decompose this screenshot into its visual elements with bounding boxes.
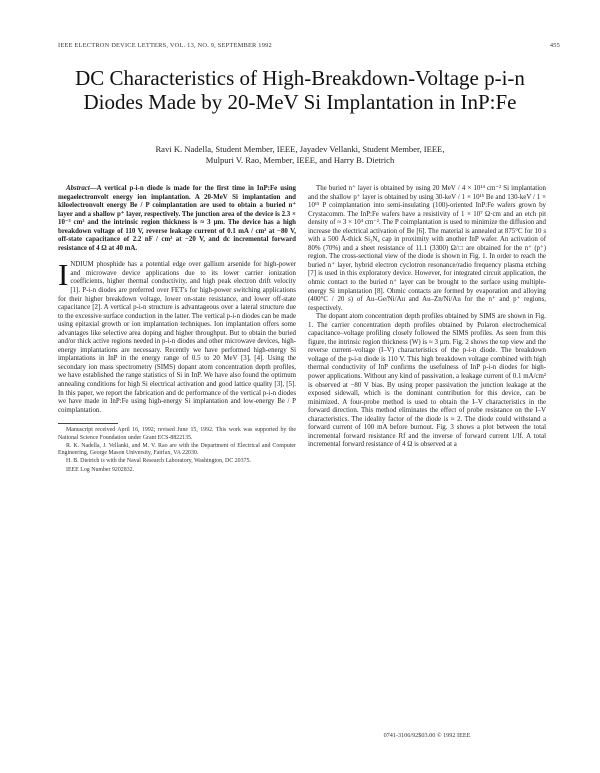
footnote-rule [58,423,118,424]
footnote-affiliation-nrl: H. B. Dietrich is with the Naval Research Laboratory, Washington, DC 20375. [66,458,251,465]
left-column [58,185,296,475]
intro-paragraph [58,257,296,415]
drop-cap: I [58,257,69,293]
results-paragraph: The dopant atom concentration depth profiles obtained by SIMS are shown in Fig. 1. The carrier concentration depth profiles obtained by Polaron electrochemical capacitance–voltage profiling closely followed the SIMS profiles. As seen from this figure, the intrinsic region thickness (W) is ≈ 3 µm. Fig. 2 shows the top view and the reverse current–voltage (I–V) characteristics of the p-i-n diode. The breakdown voltage of the p-i-n diode is 110 V. This high breakdown voltage combined with high thermal conductivity of InP confirms the usefulness of InP p-i-n diodes for high-power applications. Without any kind of passivation, a leakage current of 0.1 mA/cm² is observed at −80 V bias. By using proper passivation the junction leakage at the exposed sidewall, which is the dominant contribution for this device, can be minimized. A four-probe method is used to obtain the I–V characteristics in the forward direction. This method eliminates the effect of probe resistance on the I–V characteristics. The ideality factor of the diode is ≈ 2. The diode could withstand a forward current of 100 mA before burnout. Fig. 3 shows a plot between the total incremental forward resistance Rf and the inverse of forward current 1/If. A total incremental forward resistance of 4 Ω is observed at a [308,313,546,449]
running-header [58,42,560,54]
author-line: Ravi K. Nadella, Student Member, IEEE, Jayadev Vellanki, Student Member, IEEE, [155,144,445,154]
intro-text: NDIUM phosphide has a potential edge over gallium arsenide for high-power and microwave device applications due to its lower carrier ionization coefficients, higher thermal conductivity, and high peak electron drift velocity [1]. P-i-n diodes are preferred over FET's for high-power switching applications for their higher breakdown voltage, lower on-state resistance, and lower off-state capacitance [2]. A vertical p-i-n structure is advantageous over a lateral structure due to the excessive surface conduction in the latter. The vertical p-i-n diodes can be made using epitaxial growth or ion implantation techniques. Ion implantation offers some advantages like selective area doping and higher throughput. But to obtain the buried and/or thick active regions needed in p-i-n diodes and other microwave devices, high-energy implantations are necessary. Recently we have performed high-energy Si implantations in InP in the energy range of 0.5 to 20 MeV [3], [4]. Using the secondary ion mass spectrometry (SIMS) dopant atom concentration depth profiles, we have established the range statistics of Si in InP. We have also found the optimum annealing conditions for high Si electrical activation and good lattice quality [3], [5]. In this paper, we report the fabrication and dc performance of the vertical p-i-n diodes we have made in InP:Fe using high-energy Si implantation and low-energy Be / P coimplantation. [58,261,296,414]
author-line: Mulpuri V. Rao, Member, IEEE, and Harry B. Dietrich [205,155,395,165]
journal-citation: IEEE ELECTRON DEVICE LETTERS, VOL. 13, NO. 9, SEPTEMBER 1992 [58,42,272,49]
footnote-affiliation-gmu: R. K. Nadella, J. Vellanki, and M. V. Rao are with the Department of Electrical and Computer Engineering, George Mason University, Fairfax, VA 22030. [58,442,296,457]
right-column [308,185,546,450]
abstract [58,185,296,253]
copyright-line: 0741-3106/92$03.00 © 1992 IEEE [383,732,471,739]
abstract-text: —A vertical p-i-n diode is made for the first time in InP:Fe using megaelectronvolt energy ion implantation. A 20-MeV Si implantation and kiloelectronvolt energy Be / P coimplantation are used to obtain a buried n⁺ layer and a shallow p⁺ layer, respectively. The junction area of the device is 2.3 × 10⁻³ cm² and the intrinsic region thickness is ≈ 3 µm. The device has a high breakdown voltage of 110 V, reverse leakage current of 0.1 mA / cm² at −80 V, off-state capacitance of 2.2 nF / cm² at −20 V, and dc incremental forward resistance of 4 Ω at 40 mA. [58,185,296,252]
author-block [60,144,540,166]
page-number: 455 [549,42,560,49]
paper-title: DC Characteristics of High-Breakdown-Voltage p-i-n Diodes Made by 20-MeV Si Implantation in InP:Fe [75,66,525,114]
abstract-label: Abstract [66,185,90,192]
fabrication-paragraph: The buried n⁺ layer is obtained by using 20 MeV / 4 × 10¹⁴ cm⁻² Si implantation and the shallow p⁺ layer is obtained by using 30-keV / 1 × 10¹⁵ Be and 130-keV / 1 × 10¹⁵ P coimplantation into semi-insulating (100)-oriented InP:Fe wafers grown by Crystacomm. The InP:Fe wafers have a resistivity of 1 × 10⁷ Ω·cm and an etch pit density of ≈ 3 × 10⁴ cm⁻². The P coimplantation is used to minimize the diffusion and increase the electrical activation of Be [6]. The material is annealed at 875°C for 10 s with a 500 Å-thick Si₃N₄ cap in proximity with another InP wafer. An activation of 80% (70%) and a sheet resistance of 11.1 (3300) Ω/□ are obtained for the n⁺ (p⁺) region. The cross-sectional view of the diode is shown in Fig. 1. In order to reach the buried n⁺ layer, hybrid electron cyclotron resonance/radio frequency plasma etching [7] is used in this exploratory device. However, for integrated circuit application, the ohmic contact to the buried n⁺ layer can be brought to the surface using multiple-energy Si implantation [8]. Ohmic contacts are formed by evaporation and alloying (400°C / 20 s) of Au–Ge/Ni/Au and Au–Zn/Ni/Au for the n⁺ and p⁺ regions, respectively. [308,185,546,312]
footnote-manuscript: Manuscript received April 16, 1992; revised June 15, 1992. This work was supported by the National Science Foundation under Grant ECS-8822135. [58,427,296,441]
footnote-ieee-log: IEEE Log Number 9202832. [66,466,135,473]
footnotes [58,423,296,474]
